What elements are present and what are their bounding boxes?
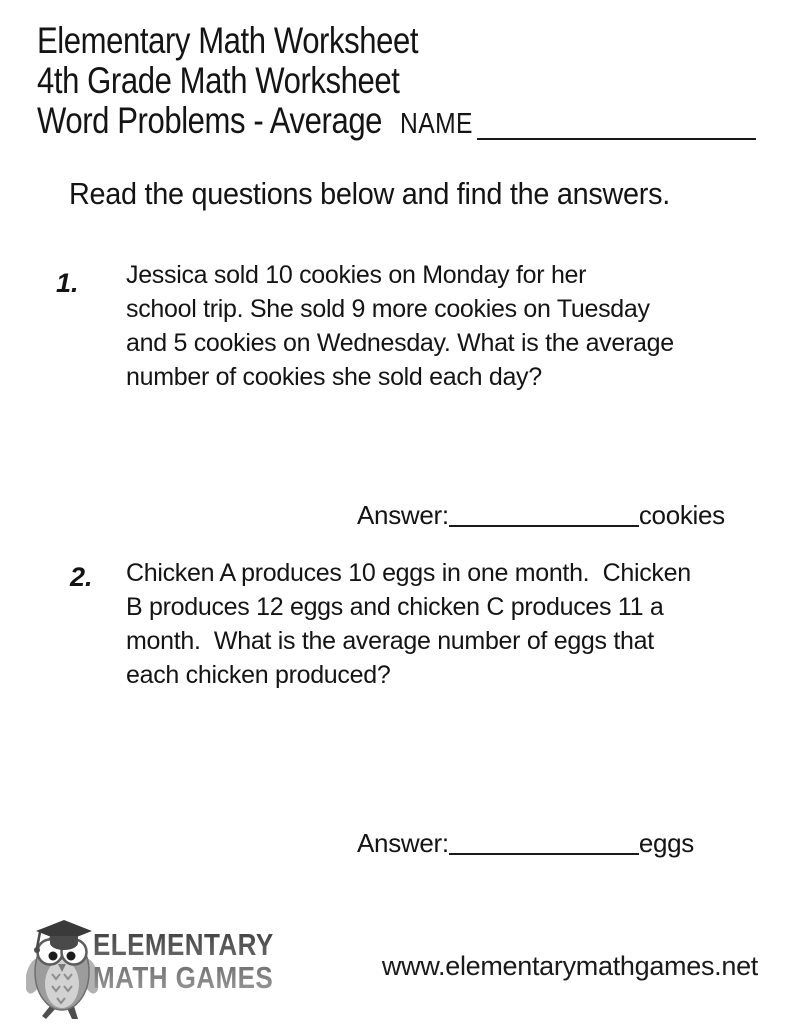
answer-label: Answer:: [357, 500, 449, 530]
logo-line-1: ELEMENTARY: [93, 927, 274, 962]
problem-2-text: [126, 556, 691, 692]
problem-1-text: [126, 258, 674, 394]
title-line-grade: 4th Grade Math Worksheet: [37, 60, 400, 101]
logo-line-2: MATH GAMES: [93, 960, 274, 995]
problem-2-number: 2.: [70, 562, 93, 592]
problem-1-answer-row: [357, 500, 725, 531]
problem-1-line-3: and 5 cookies on Wednesday. What is the average: [126, 329, 674, 357]
website-url: www.elementarymathgames.net: [381, 951, 758, 981]
problem-2-line-3: month. What is the average number of eggs that: [126, 627, 654, 655]
owl-graduation-cap-icon: [26, 914, 98, 1020]
answer-label: Answer:: [357, 828, 449, 858]
problem-1-number: 1.: [56, 268, 79, 298]
title-line-site: Elementary Math Worksheet: [37, 20, 419, 61]
problem-2-answer-row: [357, 828, 694, 859]
problem-2-line-2: B produces 12 eggs and chicken C produces 11 a: [126, 593, 664, 621]
answer-unit: eggs: [638, 828, 695, 858]
instruction-text: Read the questions below and find the answers.: [69, 176, 671, 211]
answer-blank-line[interactable]: [449, 524, 639, 527]
logo-wordmark: [93, 928, 274, 994]
problem-2-line-4: each chicken produced?: [126, 661, 391, 689]
footer: [0, 900, 800, 1035]
problem-1-line-4: number of cookies she sold each day?: [126, 363, 542, 391]
title-line-topic: Word Problems - Average: [37, 100, 383, 141]
problem-1-line-2: school trip. She sold 9 more cookies on Tuesday: [126, 295, 650, 323]
name-label: NAME: [400, 108, 473, 140]
worksheet-header: [37, 21, 418, 141]
problem-1-line-1: Jessica sold 10 cookies on Monday for her: [126, 261, 587, 289]
name-blank-line[interactable]: [477, 136, 756, 140]
answer-blank-line[interactable]: [449, 852, 639, 855]
problem-2-line-1: Chicken A produces 10 eggs in one month. Chicken: [126, 559, 691, 587]
answer-unit: cookies: [638, 500, 725, 530]
name-field: [400, 108, 486, 141]
